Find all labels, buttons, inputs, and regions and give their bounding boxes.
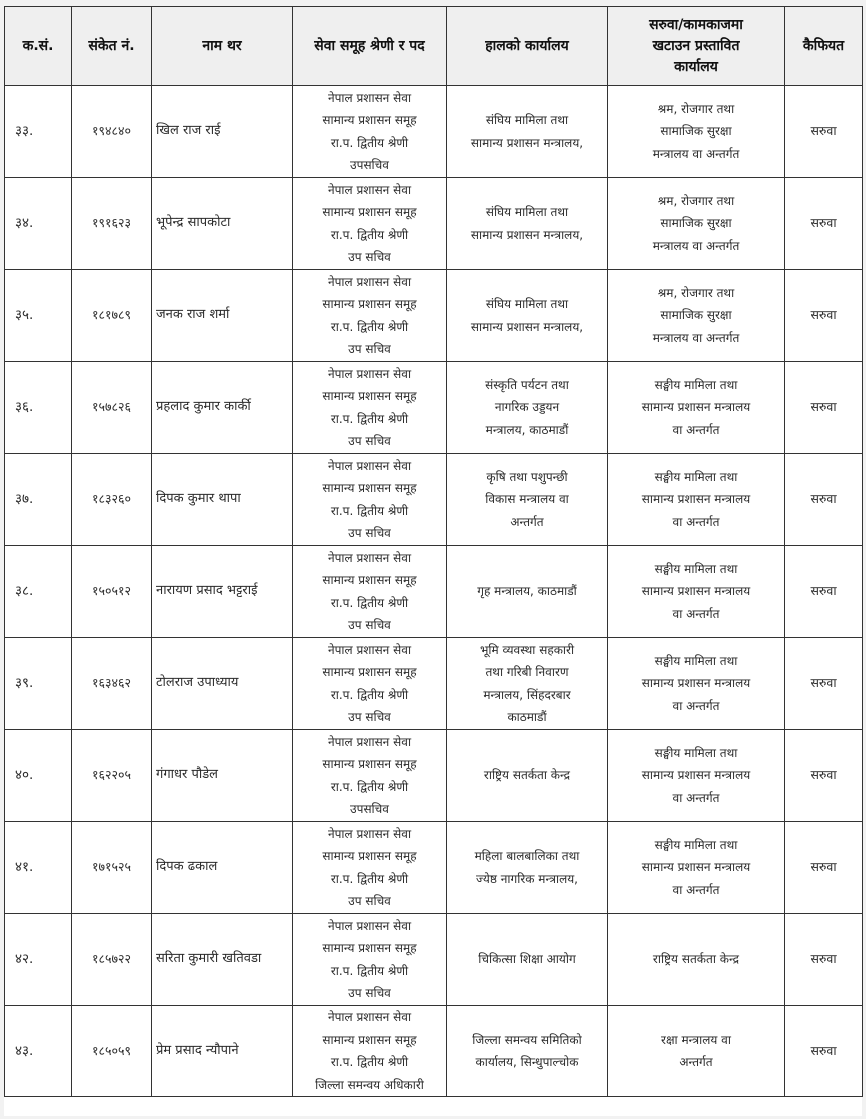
cell-service-line: नेपाल प्रशासन सेवा (327, 1010, 412, 1024)
cell-sn: ४३. (5, 1006, 72, 1097)
cell-proposed-office-line: वा अन्तर्गत (672, 698, 720, 713)
cell-service-line: नेपाल प्रशासन सेवा (327, 550, 412, 565)
cell-service (293, 730, 447, 822)
cell-current-office-line: मन्त्रालय, सिंहदरबार (483, 687, 571, 702)
cell-proposed-office-line: सङ्घीय मामिला तथा (654, 469, 738, 484)
cell-service-line: नेपाल प्रशासन सेवा (327, 90, 412, 105)
cell-sn: ३५. (5, 270, 72, 362)
cell-current-office (447, 270, 608, 362)
table-row (5, 546, 863, 638)
cell-proposed-office-line: सामान्य प्रशासन मन्त्रालय (641, 584, 751, 599)
table-row (5, 822, 863, 914)
cell-service (293, 454, 447, 546)
cell-remark: सरुवा (785, 638, 863, 730)
cell-current-office-line: संघिय मामिला तथा (485, 205, 569, 219)
cell-service-line: नेपाल प्रशासन सेवा (327, 642, 412, 657)
cell-proposed-office-line: श्रम, रोजगार तथा (657, 193, 735, 208)
cell-name: दिपक कुमार थापा (152, 454, 293, 546)
cell-service-line: सामान्य प्रशासन समूह (322, 113, 417, 127)
cell-name: भूपेन्द्र सापकोटा (152, 178, 293, 270)
cell-proposed-office (608, 638, 785, 730)
cell-code: १८५७२२ (72, 914, 152, 1006)
cell-proposed-office-line: मन्त्रालय वा अन्तर्गत (652, 330, 740, 345)
table-row (5, 914, 863, 1006)
cell-proposed-office-line: सङ्घीय मामिला तथा (654, 377, 738, 392)
cell-current-office-line: सामान्य प्रशासन मन्त्रालय, (470, 135, 584, 150)
cell-current-office-line: नागरिक उड्डयन (494, 400, 560, 415)
header-sn: क.सं. (5, 7, 72, 86)
cell-remark: सरुवा (785, 178, 863, 270)
header-current-office: हालको कार्यालय (447, 7, 608, 86)
cell-current-office-line: कार्यालय, सिन्धुपाल्चोक (475, 1055, 579, 1069)
cell-code: १९१६२३ (72, 178, 152, 270)
cell-service-line: सामान्य प्रशासन समूह (322, 573, 417, 587)
cell-proposed-office-line: सामान्य प्रशासन मन्त्रालय (641, 676, 751, 691)
cell-name: नारायण प्रसाद भट्टराई (152, 546, 293, 638)
cell-code: १५०५१२ (72, 546, 152, 638)
cell-remark: सरुवा (785, 362, 863, 454)
cell-current-office-line: कृषि तथा पशुपन्छी (486, 469, 568, 484)
cell-current-office-line: मन्त्रालय, काठमाडौं (485, 422, 569, 437)
cell-current-office (447, 86, 608, 178)
table-row (5, 270, 863, 362)
cell-proposed-office-line: सामाजिक सुरक्षा (660, 216, 732, 231)
cell-code: १८१७८९ (72, 270, 152, 362)
cell-proposed-office-line: सामान्य प्रशासन मन्त्रालय (641, 492, 751, 507)
cell-sn: ४०. (5, 730, 72, 822)
cell-proposed-office-line: वा अन्तर्गत (672, 606, 720, 621)
header-proposed-line: सरुवा/कामकाजमा (649, 16, 743, 33)
cell-proposed-office-line: सामान्य प्रशासन मन्त्रालय (641, 768, 751, 783)
cell-code: १८५०५९ (72, 1006, 152, 1097)
cell-remark: सरुवा (785, 546, 863, 638)
cell-name: प्रहलाद कुमार कार्की (152, 362, 293, 454)
cell-proposed-office-line: सामान्य प्रशासन मन्त्रालय (641, 860, 751, 875)
cell-service-line: उप सचिव (348, 618, 391, 632)
cell-proposed-office (608, 546, 785, 638)
cell-service (293, 178, 447, 270)
cell-name: दिपक ढकाल (152, 822, 293, 914)
cell-service-line: रा.प. द्वितीय श्रेणी (330, 503, 409, 518)
table-row (5, 638, 863, 730)
cell-name: जनक राज शर्मा (152, 270, 293, 362)
cell-current-office-line: ज्येष्ठ नागरिक मन्त्रालय, (476, 871, 578, 886)
cell-service (293, 638, 447, 730)
cell-sn: ३९. (5, 638, 72, 730)
cell-code: १८३२६० (72, 454, 152, 546)
cell-service-line: नेपाल प्रशासन सेवा (327, 918, 412, 933)
cell-proposed-office-line: श्रम, रोजगार तथा (657, 285, 735, 300)
cell-service-line: रा.प. द्वितीय श्रेणी (330, 1055, 409, 1069)
cell-service-line: रा.प. द्वितीय श्रेणी (330, 779, 409, 794)
cell-service-line: रा.प. द्वितीय श्रेणी (330, 595, 409, 610)
cell-current-office-line: राष्ट्रिय सतर्कता केन्द्र (483, 768, 571, 783)
header-service: सेवा समूह श्रेणी र पद (293, 7, 447, 86)
cell-current-office (447, 730, 608, 822)
cell-proposed-office (608, 1006, 785, 1097)
cell-service (293, 270, 447, 362)
cell-service-line: उपसचिव (350, 802, 389, 816)
cell-service-line: नेपाल प्रशासन सेवा (327, 734, 412, 749)
cell-proposed-office-line: वा अन्तर्गत (672, 422, 720, 437)
table-row (5, 1006, 863, 1097)
cell-service-line: जिल्ला समन्वय अधिकारी (315, 1077, 424, 1092)
cell-name: प्रेम प्रसाद न्यौपाने (152, 1006, 293, 1097)
cell-remark: सरुवा (785, 454, 863, 546)
cell-sn: ४२. (5, 914, 72, 1006)
cell-service-line: नेपाल प्रशासन सेवा (327, 826, 412, 841)
cell-current-office-line: संघिय मामिला तथा (485, 297, 569, 311)
cell-name: खिल राज राई (152, 86, 293, 178)
cell-proposed-office (608, 914, 785, 1006)
table-row (5, 730, 863, 822)
cell-service-line: सामान्य प्रशासन समूह (322, 389, 417, 403)
cell-current-office-line: संस्कृति पर्यटन तथा (485, 377, 569, 392)
cell-current-office (447, 638, 608, 730)
table-row (5, 454, 863, 546)
cell-service-line: नेपाल प्रशासन सेवा (327, 182, 412, 197)
cell-service-line: रा.प. द्वितीय श्रेणी (330, 411, 409, 426)
header-proposed-line: खटाउन प्रस्तावित (652, 37, 740, 54)
cell-current-office-line: काठमाडौं (507, 710, 547, 724)
cell-proposed-office-line: राष्ट्रिय सतर्कता केन्द्र (652, 952, 740, 967)
header-remark: कैफियत (785, 7, 863, 86)
cell-service-line: उप सचिव (348, 250, 391, 264)
cell-proposed-office (608, 822, 785, 914)
cell-sn: ३३. (5, 86, 72, 178)
cell-service-line: उप सचिव (348, 526, 391, 540)
cell-service-line: नेपाल प्रशासन सेवा (327, 458, 412, 473)
cell-current-office-line: भूमि व्यवस्था सहकारी (479, 642, 575, 657)
header-name: नाम थर (152, 7, 293, 86)
cell-service-line: नेपाल प्रशासन सेवा (327, 274, 412, 289)
cell-service-line: रा.प. द्वितीय श्रेणी (330, 963, 409, 978)
cell-sn: ३८. (5, 546, 72, 638)
cell-proposed-office-line: सङ्घीय मामिला तथा (654, 837, 738, 852)
cell-proposed-office-line: वा अन्तर्गत (672, 514, 720, 529)
table-body (5, 86, 863, 1097)
cell-name: टोलराज उपाध्याय (152, 638, 293, 730)
cell-name: सरिता कुमारी खतिवडा (152, 914, 293, 1006)
cell-service-line: रा.प. द्वितीय श्रेणी (330, 135, 409, 150)
cell-proposed-office-line: मन्त्रालय वा अन्तर्गत (652, 238, 740, 253)
cell-service (293, 546, 447, 638)
cell-proposed-office-line: सामाजिक सुरक्षा (660, 308, 732, 323)
cell-proposed-office (608, 270, 785, 362)
cell-service-line: उप सचिव (348, 710, 391, 724)
table-row (5, 362, 863, 454)
cell-service-line: सामान्य प्रशासन समूह (322, 1032, 417, 1047)
cell-sn: ३४. (5, 178, 72, 270)
cell-current-office-line: संघिय मामिला तथा (485, 113, 569, 127)
cell-current-office-line: तथा गरिबी निवारण (485, 665, 569, 679)
cell-service-line: सामान्य प्रशासन समूह (322, 297, 417, 311)
cell-proposed-office-line: अन्तर्गत (679, 1055, 713, 1069)
header-proposed-line: कार्यालय (674, 58, 718, 75)
cell-code: १९४८४० (72, 86, 152, 178)
cell-proposed-office-line: सामाजिक सुरक्षा (660, 124, 732, 139)
cell-service-line: रा.प. द्वितीय श्रेणी (330, 227, 409, 242)
cell-service-line: सामान्य प्रशासन समूह (322, 849, 417, 863)
cell-service-line: रा.प. द्वितीय श्रेणी (330, 871, 409, 886)
cell-service (293, 86, 447, 178)
cell-proposed-office (608, 178, 785, 270)
cell-current-office (447, 914, 608, 1006)
cell-current-office-line: अन्तर्गत (510, 514, 544, 529)
cell-code: १६२२०५ (72, 730, 152, 822)
cell-remark: सरुवा (785, 730, 863, 822)
cell-remark: सरुवा (785, 270, 863, 362)
cell-service (293, 1006, 447, 1097)
cell-current-office-line: विकास मन्त्रालय वा (485, 492, 569, 507)
cell-current-office-line: महिला बालबालिका तथा (474, 849, 580, 863)
table-row (5, 178, 863, 270)
cell-proposed-office (608, 362, 785, 454)
cell-proposed-office-line: वा अन्तर्गत (672, 882, 720, 897)
cell-proposed-office-line: श्रम, रोजगार तथा (657, 101, 735, 116)
cell-current-office-line: गृह मन्त्रालय, काठमाडौं (477, 584, 577, 599)
cell-proposed-office-line: सामान्य प्रशासन मन्त्रालय (641, 400, 751, 415)
cell-remark: सरुवा (785, 86, 863, 178)
cell-service (293, 362, 447, 454)
cell-service-line: उपसचिव (350, 158, 389, 172)
cell-code: १५७८२६ (72, 362, 152, 454)
document-page (4, 6, 862, 1116)
cell-service-line: उप सचिव (348, 986, 391, 1000)
cell-current-office (447, 546, 608, 638)
cell-current-office (447, 454, 608, 546)
cell-proposed-office-line: वा अन्तर्गत (672, 790, 720, 805)
cell-current-office (447, 362, 608, 454)
header-row (5, 7, 863, 86)
cell-service (293, 914, 447, 1006)
cell-proposed-office (608, 730, 785, 822)
cell-proposed-office-line: सङ्घीय मामिला तथा (654, 561, 738, 576)
cell-service-line: सामान्य प्रशासन समूह (322, 941, 417, 955)
cell-service-line: उप सचिव (348, 342, 391, 356)
cell-service-line: सामान्य प्रशासन समूह (322, 757, 417, 771)
cell-service (293, 822, 447, 914)
cell-proposed-office-line: रक्षा मन्त्रालय वा (661, 1032, 731, 1047)
cell-name: गंगाधर पौडेल (152, 730, 293, 822)
cell-proposed-office-line: मन्त्रालय वा अन्तर्गत (652, 146, 740, 161)
cell-remark: सरुवा (785, 1006, 863, 1097)
cell-current-office (447, 1006, 608, 1097)
cell-remark: सरुवा (785, 914, 863, 1006)
cell-service-line: उप सचिव (348, 894, 391, 908)
table-row (5, 86, 863, 178)
cell-code: १६३४६२ (72, 638, 152, 730)
cell-sn: ३६. (5, 362, 72, 454)
cell-code: १७१५२५ (72, 822, 152, 914)
cell-current-office (447, 822, 608, 914)
cell-sn: ४१. (5, 822, 72, 914)
cell-current-office (447, 178, 608, 270)
cell-proposed-office-line: सङ्घीय मामिला तथा (654, 745, 738, 760)
header-code: संकेत नं. (72, 7, 152, 86)
header-proposed-office (608, 7, 785, 86)
cell-proposed-office (608, 86, 785, 178)
cell-current-office-line: सामान्य प्रशासन मन्त्रालय, (470, 227, 584, 242)
cell-current-office-line: सामान्य प्रशासन मन्त्रालय, (470, 319, 584, 334)
cell-service-line: रा.प. द्वितीय श्रेणी (330, 319, 409, 334)
cell-service-line: रा.प. द्वितीय श्रेणी (330, 687, 409, 702)
cell-current-office-line: चिकित्सा शिक्षा आयोग (478, 952, 576, 967)
cell-proposed-office-line: सङ्घीय मामिला तथा (654, 653, 738, 668)
cell-proposed-office (608, 454, 785, 546)
cell-service-line: सामान्य प्रशासन समूह (322, 665, 417, 679)
cell-service-line: उप सचिव (348, 434, 391, 448)
cell-service-line: सामान्य प्रशासन समूह (322, 205, 417, 219)
transfer-table (4, 6, 863, 1097)
cell-sn: ३७. (5, 454, 72, 546)
cell-service-line: नेपाल प्रशासन सेवा (327, 366, 412, 381)
cell-current-office-line: जिल्ला समन्वय समितिको (472, 1032, 582, 1047)
cell-service-line: सामान्य प्रशासन समूह (322, 481, 417, 495)
cell-remark: सरुवा (785, 822, 863, 914)
